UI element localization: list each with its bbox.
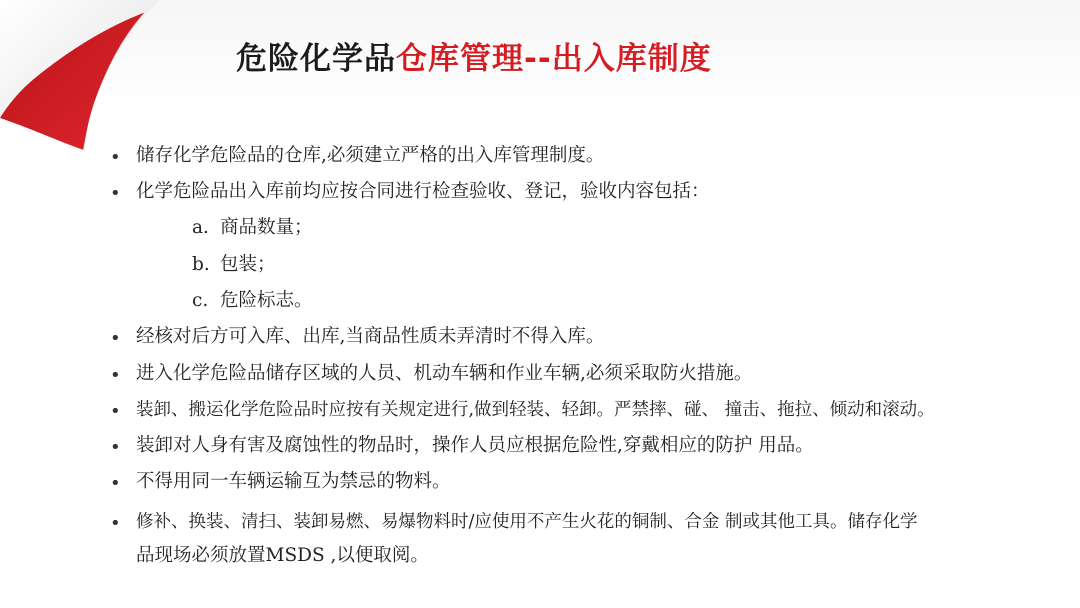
sub-item-text: 包装；: [220, 254, 276, 275]
sub-item-marker: b.: [192, 254, 210, 275]
title-highlight: 仓库管理--出入库制度: [396, 41, 712, 77]
bullet-item: 不得用同一车辆运输互为禁忌的物料。: [136, 471, 451, 492]
bullet-dot: •: [110, 473, 121, 494]
title-prefix: 危险化学品: [236, 41, 396, 77]
sub-item-text: 商品数量；: [220, 217, 313, 238]
sub-item-a: [192, 215, 313, 241]
bullet-dot: •: [110, 401, 121, 422]
bullet-item: 储存化学危险品的仓库,必须建立严格的出入库管理制度。: [136, 145, 605, 166]
sub-item-marker: c.: [192, 290, 209, 311]
bullet-item: 装卸对人身有害及腐蚀性的物品时，操作人员应根据危险性,穿戴相应的防护 用品。: [136, 435, 814, 456]
bullet-dot: •: [110, 513, 121, 534]
sub-item-b: [192, 252, 276, 278]
sub-item-marker: a.: [192, 217, 209, 238]
bullet-item: 进入化学危险品储存区域的人员、机动车辆和作业车辆,必须采取防火措施。: [136, 363, 753, 384]
bullet-dot: •: [110, 328, 121, 349]
bullet-dot: •: [110, 183, 121, 204]
bullet-item: 化学危险品出入库前均应按合同进行检查验收、登记，验收内容包括：: [136, 181, 710, 202]
bullet-dot: •: [110, 365, 121, 386]
bullet-item: 修补、换装、清扫、装卸易燃、易爆物料时/应使用不产生火花的铜制、合金 制或其他工具。储存化学: [136, 512, 918, 532]
bullet-item: 装卸、搬运化学危险品时应按有关规定进行,做到轻装、轻卸。严禁摔、碰、 撞击、拖拉、倾动和滚动。: [136, 400, 935, 420]
bullet-item: 经核对后方可入库、出库,当商品性质未弄清时不得入库。: [136, 326, 605, 347]
sub-item-text: 危险标志。: [220, 290, 313, 311]
bullet-dot: •: [110, 147, 121, 168]
bullet-dot: •: [110, 437, 121, 458]
bullet-item-continuation: 品现场必须放置MSDS ,以便取阅。: [136, 545, 429, 566]
sub-item-c: [192, 288, 313, 314]
